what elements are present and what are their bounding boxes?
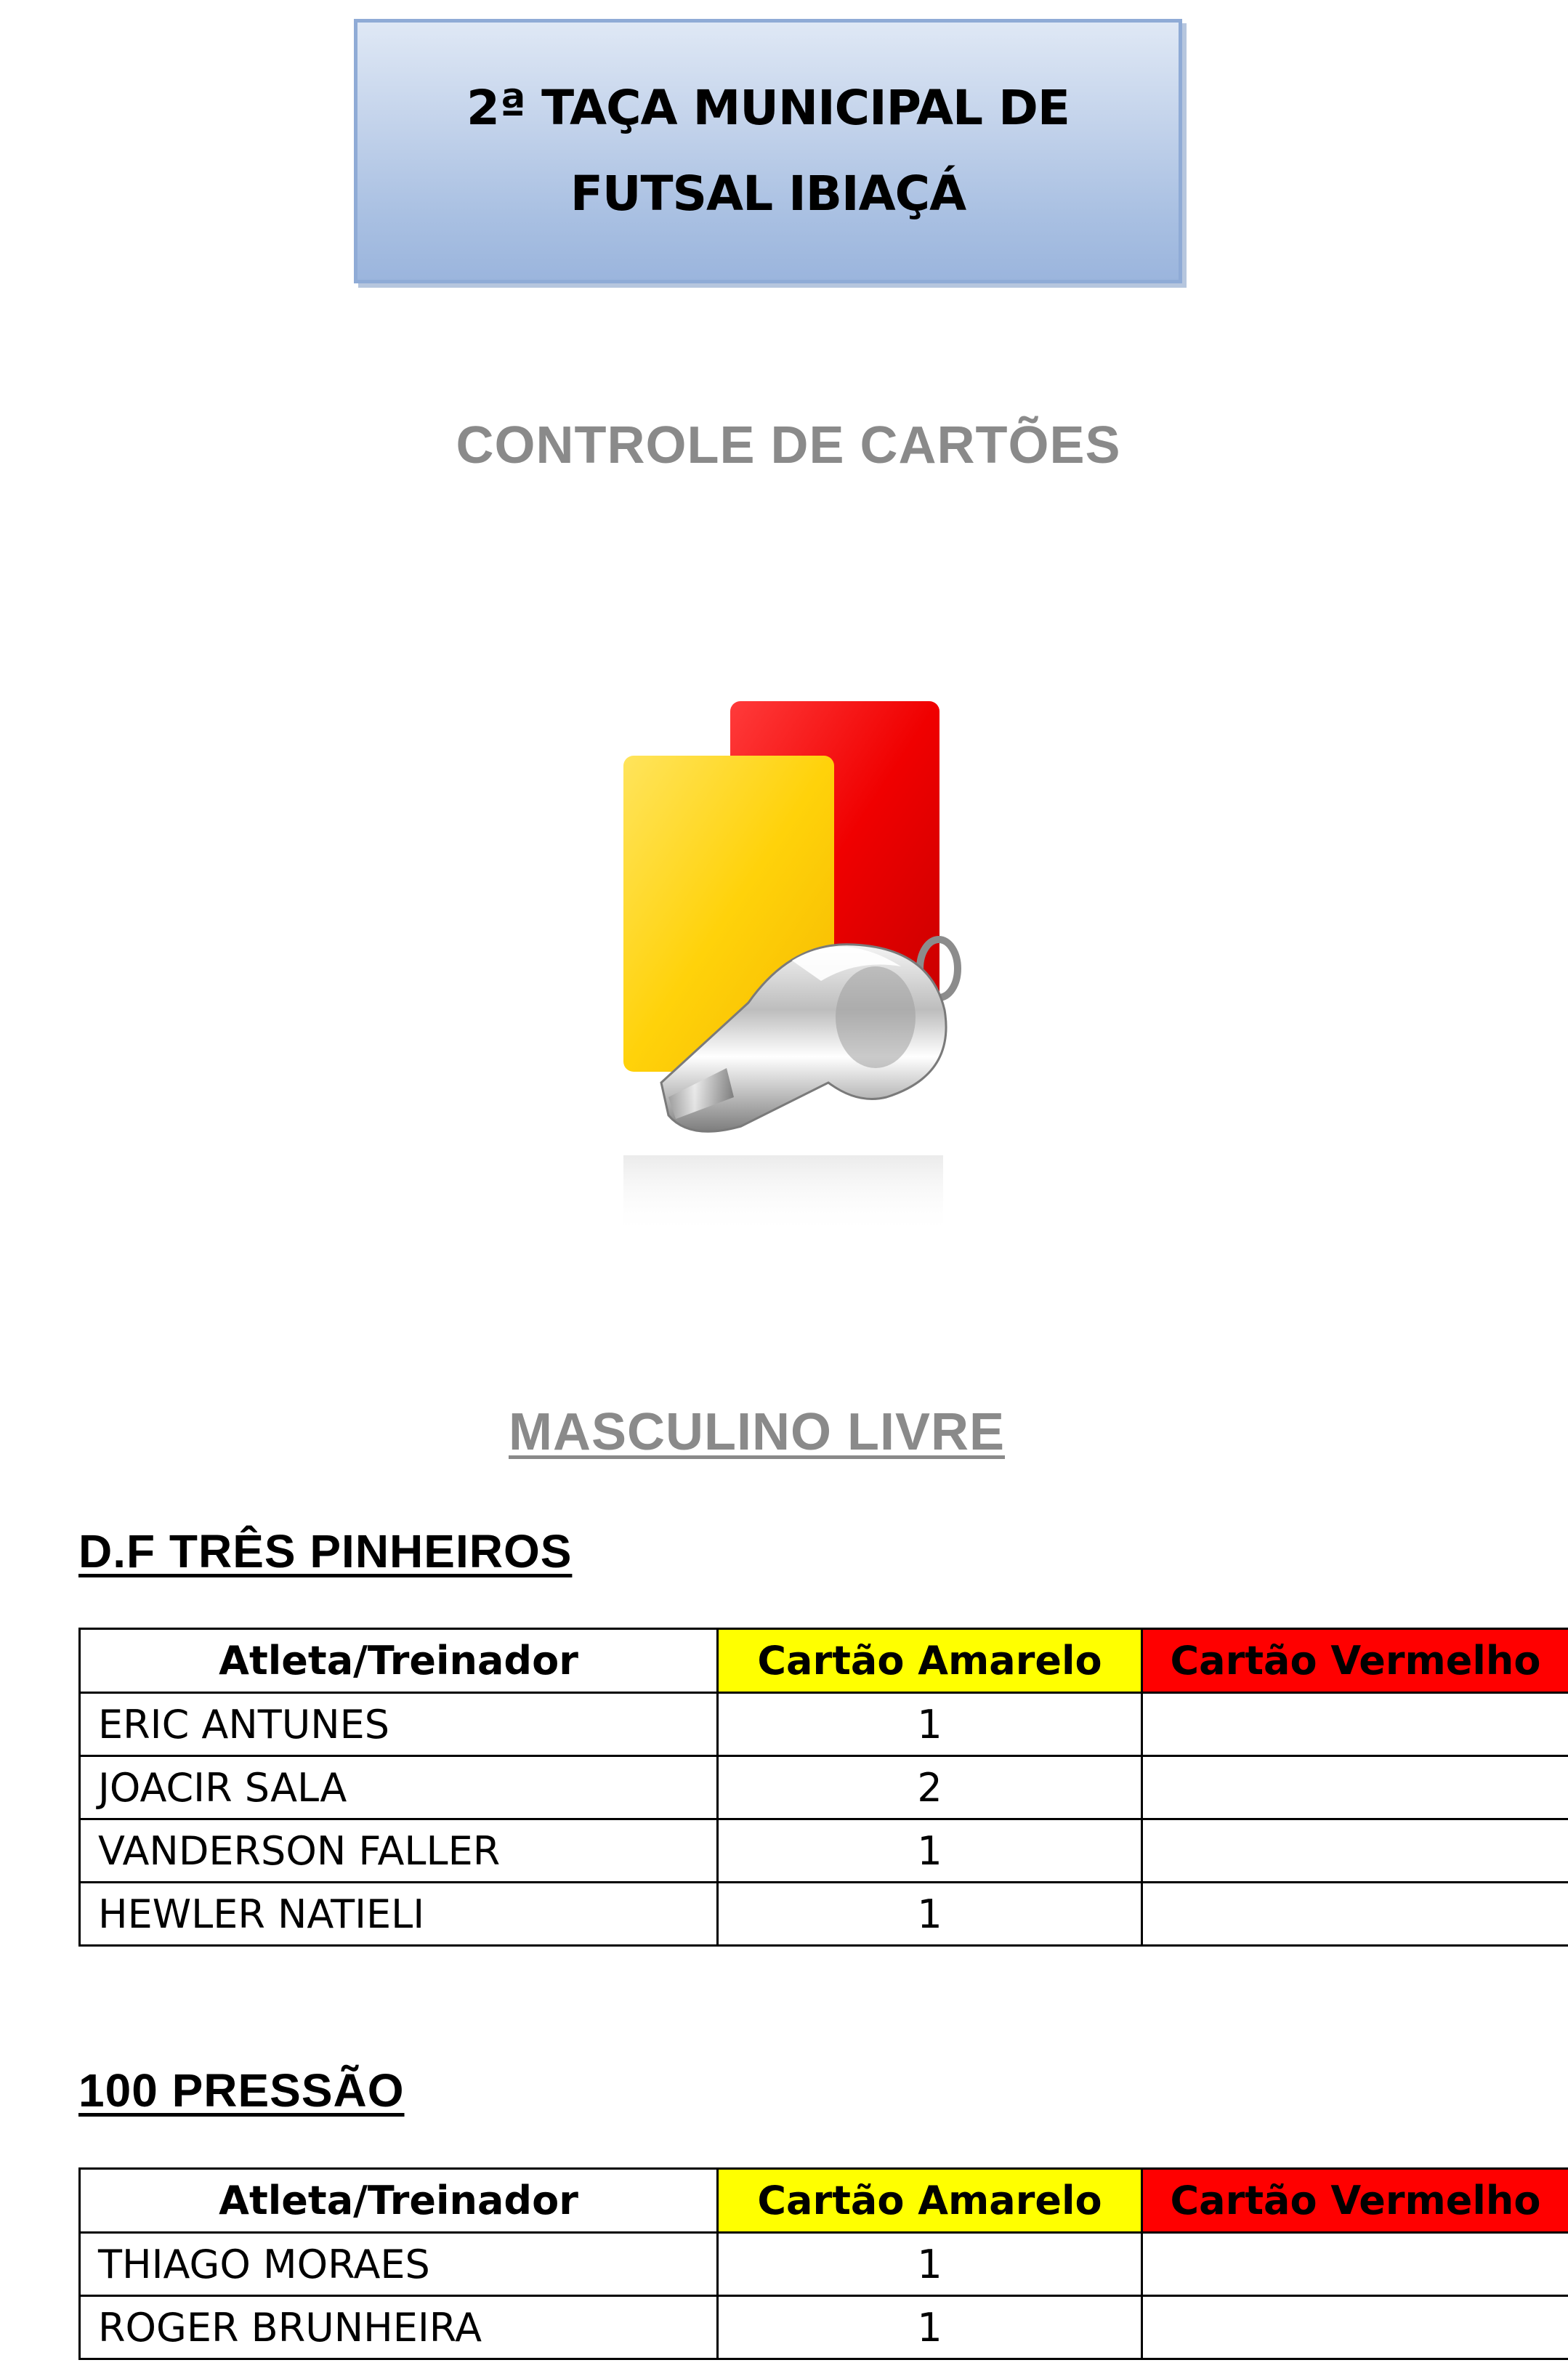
cards-whistle-icon	[450, 690, 1126, 1257]
table-header-row	[80, 1629, 1568, 1693]
column-header-athlete: Atleta/Treinador	[80, 2169, 718, 2233]
athlete-name: HEWLER NATIELI	[80, 1883, 718, 1946]
cards-table	[78, 2167, 1568, 2360]
column-header-yellow-card: Cartão Amarelo	[718, 2169, 1142, 2233]
table-row	[80, 2233, 1568, 2296]
page-subtitle: CONTROLE DE CARTÕES	[456, 416, 1121, 474]
red-card-count	[1142, 1693, 1568, 1756]
athlete-name: THIAGO MORAES	[80, 2233, 718, 2296]
banner-title-line-2: FUTSAL IBIAÇÁ	[570, 166, 966, 222]
table-row	[80, 1819, 1568, 1883]
red-card-count	[1142, 1819, 1568, 1883]
column-header-red-card: Cartão Vermelho	[1142, 2169, 1568, 2233]
yellow-card-count: 1	[718, 2233, 1142, 2296]
athlete-name: VANDERSON FALLER	[80, 1819, 718, 1883]
red-card-count	[1142, 2233, 1568, 2296]
column-header-athlete: Atleta/Treinador	[80, 1629, 718, 1693]
yellow-card-count: 1	[718, 1693, 1142, 1756]
athlete-name: JOACIR SALA	[80, 1756, 718, 1819]
table-row	[80, 2296, 1568, 2359]
yellow-card-count: 2	[718, 1756, 1142, 1819]
red-card-count	[1142, 2296, 1568, 2359]
banner-title-line-1: 2ª TAÇA MUNICIPAL DE	[466, 80, 1070, 136]
column-header-red-card: Cartão Vermelho	[1142, 1629, 1568, 1693]
table-header-row	[80, 2169, 1568, 2233]
athlete-name: ERIC ANTUNES	[80, 1693, 718, 1756]
yellow-card-count: 1	[718, 1883, 1142, 1946]
yellow-card-count: 1	[718, 1819, 1142, 1883]
team-title: D.F TRÊS PINHEIROS	[78, 1525, 573, 1577]
column-header-yellow-card: Cartão Amarelo	[718, 1629, 1142, 1693]
table-row	[80, 1883, 1568, 1946]
red-card-count	[1142, 1756, 1568, 1819]
team-title: 100 PRESSÃO	[78, 2064, 405, 2117]
athlete-name: ROGER BRUNHEIRA	[80, 2296, 718, 2359]
cards-table	[78, 1628, 1568, 1947]
title-banner	[354, 19, 1182, 283]
category-heading: MASCULINO LIVRE	[509, 1403, 1006, 1461]
red-card-count	[1142, 1883, 1568, 1946]
table-row	[80, 1756, 1568, 1819]
yellow-card-count: 1	[718, 2296, 1142, 2359]
table-row	[80, 1693, 1568, 1756]
